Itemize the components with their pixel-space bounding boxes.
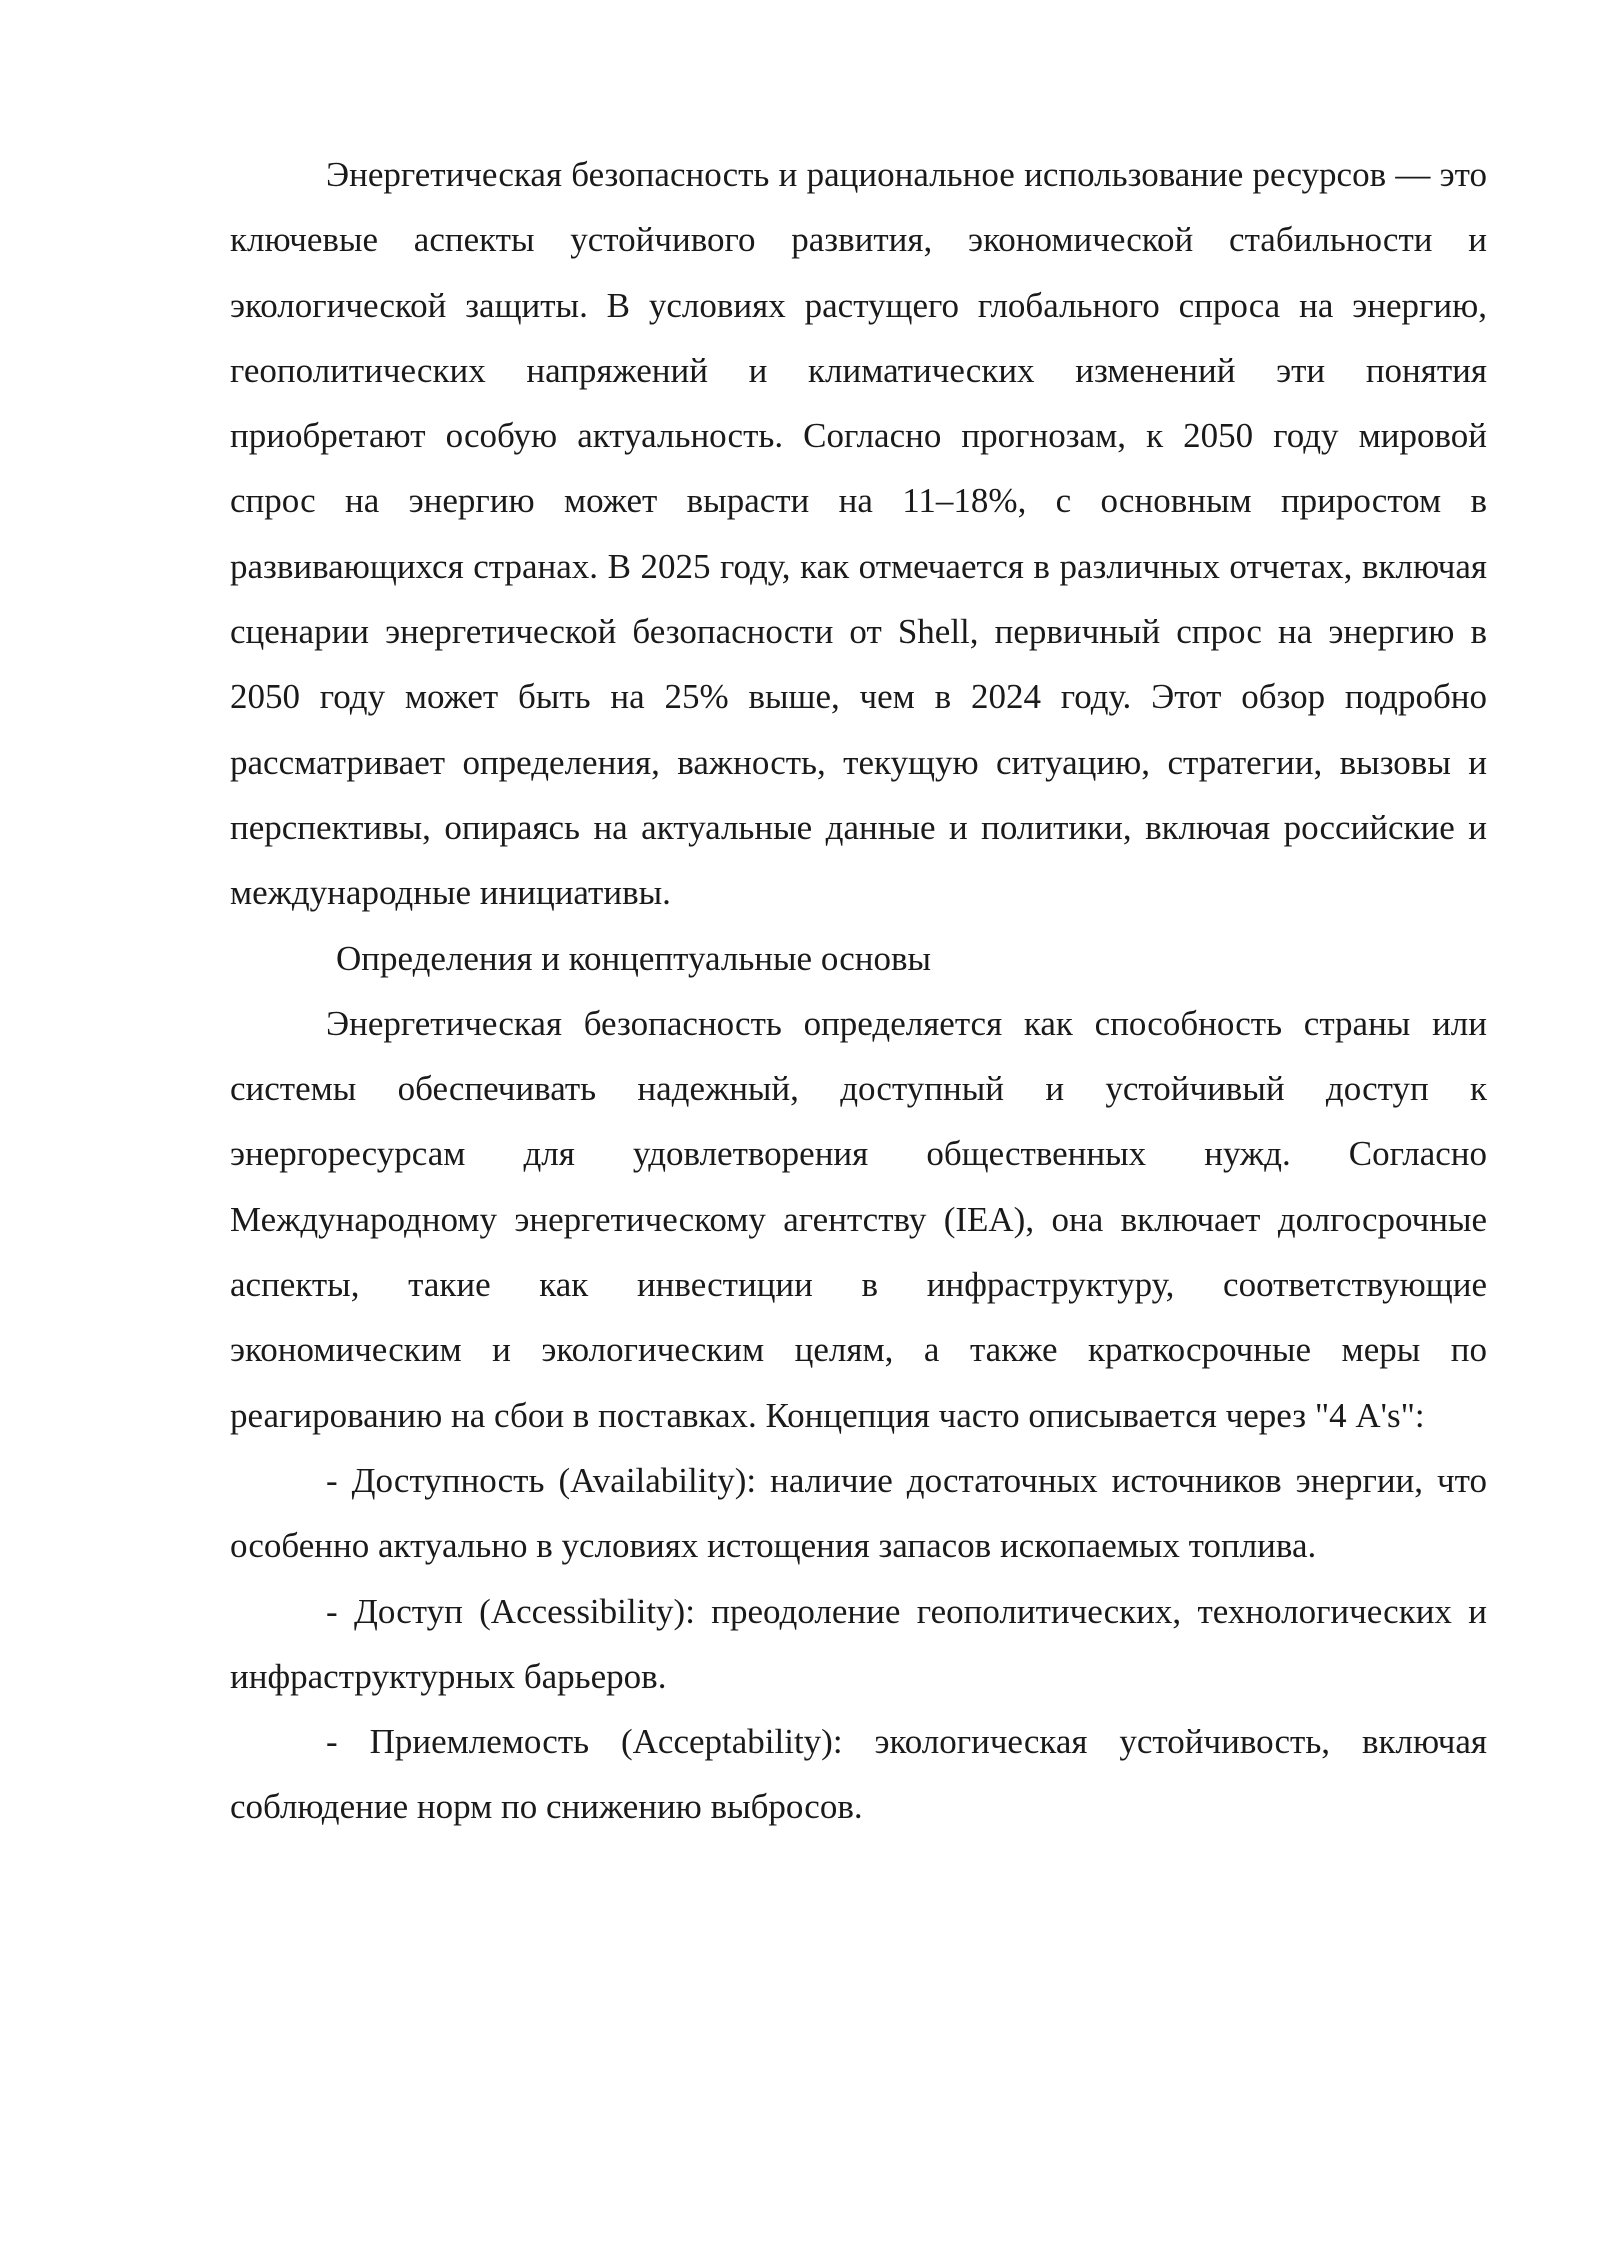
list-item-availability: - Доступность (Availability): наличие достаточных источников энергии, что особенно актуально в условиях истощения запасов ископаемых топлива. (230, 1460, 1487, 1566)
list-item-accessibility: - Доступ (Accessibility): преодоление геополитических, технологических и инфраструктурных барьеров. (230, 1591, 1487, 1696)
definition-paragraph: Энергетическая безопасность определяется как способность страны или системы обеспечивать надежный, доступный и устойчивый доступ к энергоресурсам для удовлетворения общественных нужд. Согласно Международному энергетическому агентству (IEA), она включает долгосрочные аспекты, такие как инвестиции в инфраструктуру, соответствующие экономическим и экологическим целям, а также краткосрочные меры по реагированию на сбои в поставках. Концепция часто описывается через "4 A's": (230, 1003, 1487, 1435)
list-item-acceptability: - Приемлемость (Acceptability): экологическая устойчивость, включая соблюдение норм по снижению выбросов. (230, 1722, 1487, 1827)
intro-paragraph: Энергетическая безопасность и рациональное использование ресурсов — это ключевые аспекты устойчивого развития, экономической стабильности и экологической защиты. В условиях растущего глобального спроса на энергию, геополитических напряжений и климатических изменений эти понятия приобретают особую актуальность. Согласно прогнозам, к 2050 году мировой спрос на энергию может вырасти на 11–18%, с основным приростом в развивающихся странах. В 2025 году, как отмечается в различных отчетах, включая сценарии энергетической безопасности от Shell, первичный спрос на энергию в 2050 году может быть на 25% выше, чем в 2024 году. Этот обзор подробно рассматривает определения, важность, текущую ситуацию, стратегии, вызовы и перспективы, опираясь на актуальные данные и политики, включая российские и международные инициативы. (230, 155, 1487, 913)
section-heading: Определения и концептуальные основы (336, 938, 932, 978)
document-body (230, 142, 1487, 1840)
